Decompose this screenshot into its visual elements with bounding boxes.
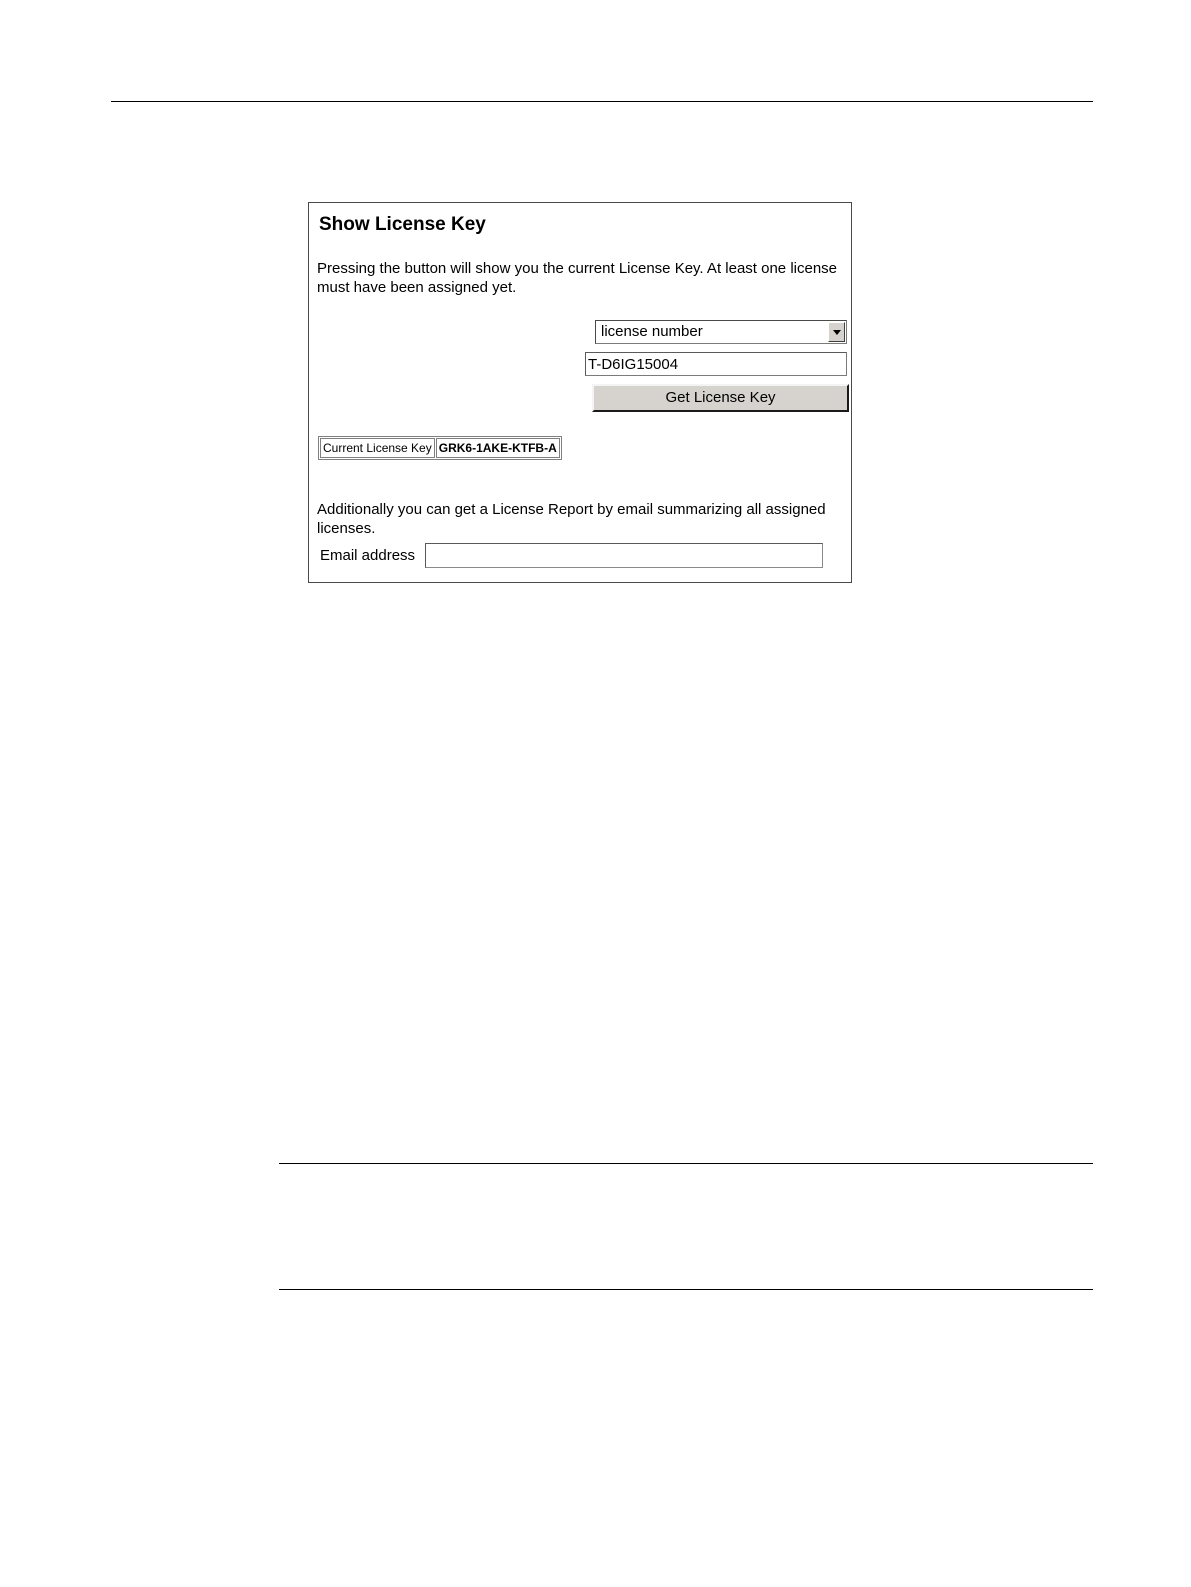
section-rule-upper [279,1163,1093,1164]
header-rule [111,101,1093,102]
intro-text: Pressing the button will show you the current License Key. At least one license must have been assigned yet. [317,260,838,296]
panel-title: Show License Key [319,214,486,235]
license-report-text: Additionally you can get a License Report by email summarizing all assigned licenses. [317,501,826,537]
get-license-key-button[interactable]: Get License Key [592,384,849,412]
chevron-down-icon[interactable] [828,322,845,342]
lookup-type-select[interactable] [595,320,847,344]
show-license-key-panel [308,202,852,583]
license-number-input[interactable] [585,352,847,376]
email-address-input[interactable] [425,543,823,568]
section-rule-lower [279,1289,1093,1290]
current-license-key-label: Current License Key [320,438,435,458]
current-license-key-value: GRK6-1AKE-KTFB-A [436,438,560,458]
lookup-type-value: license number [601,323,703,340]
email-address-label: Email address [320,547,416,564]
license-key-result-table [318,436,562,460]
